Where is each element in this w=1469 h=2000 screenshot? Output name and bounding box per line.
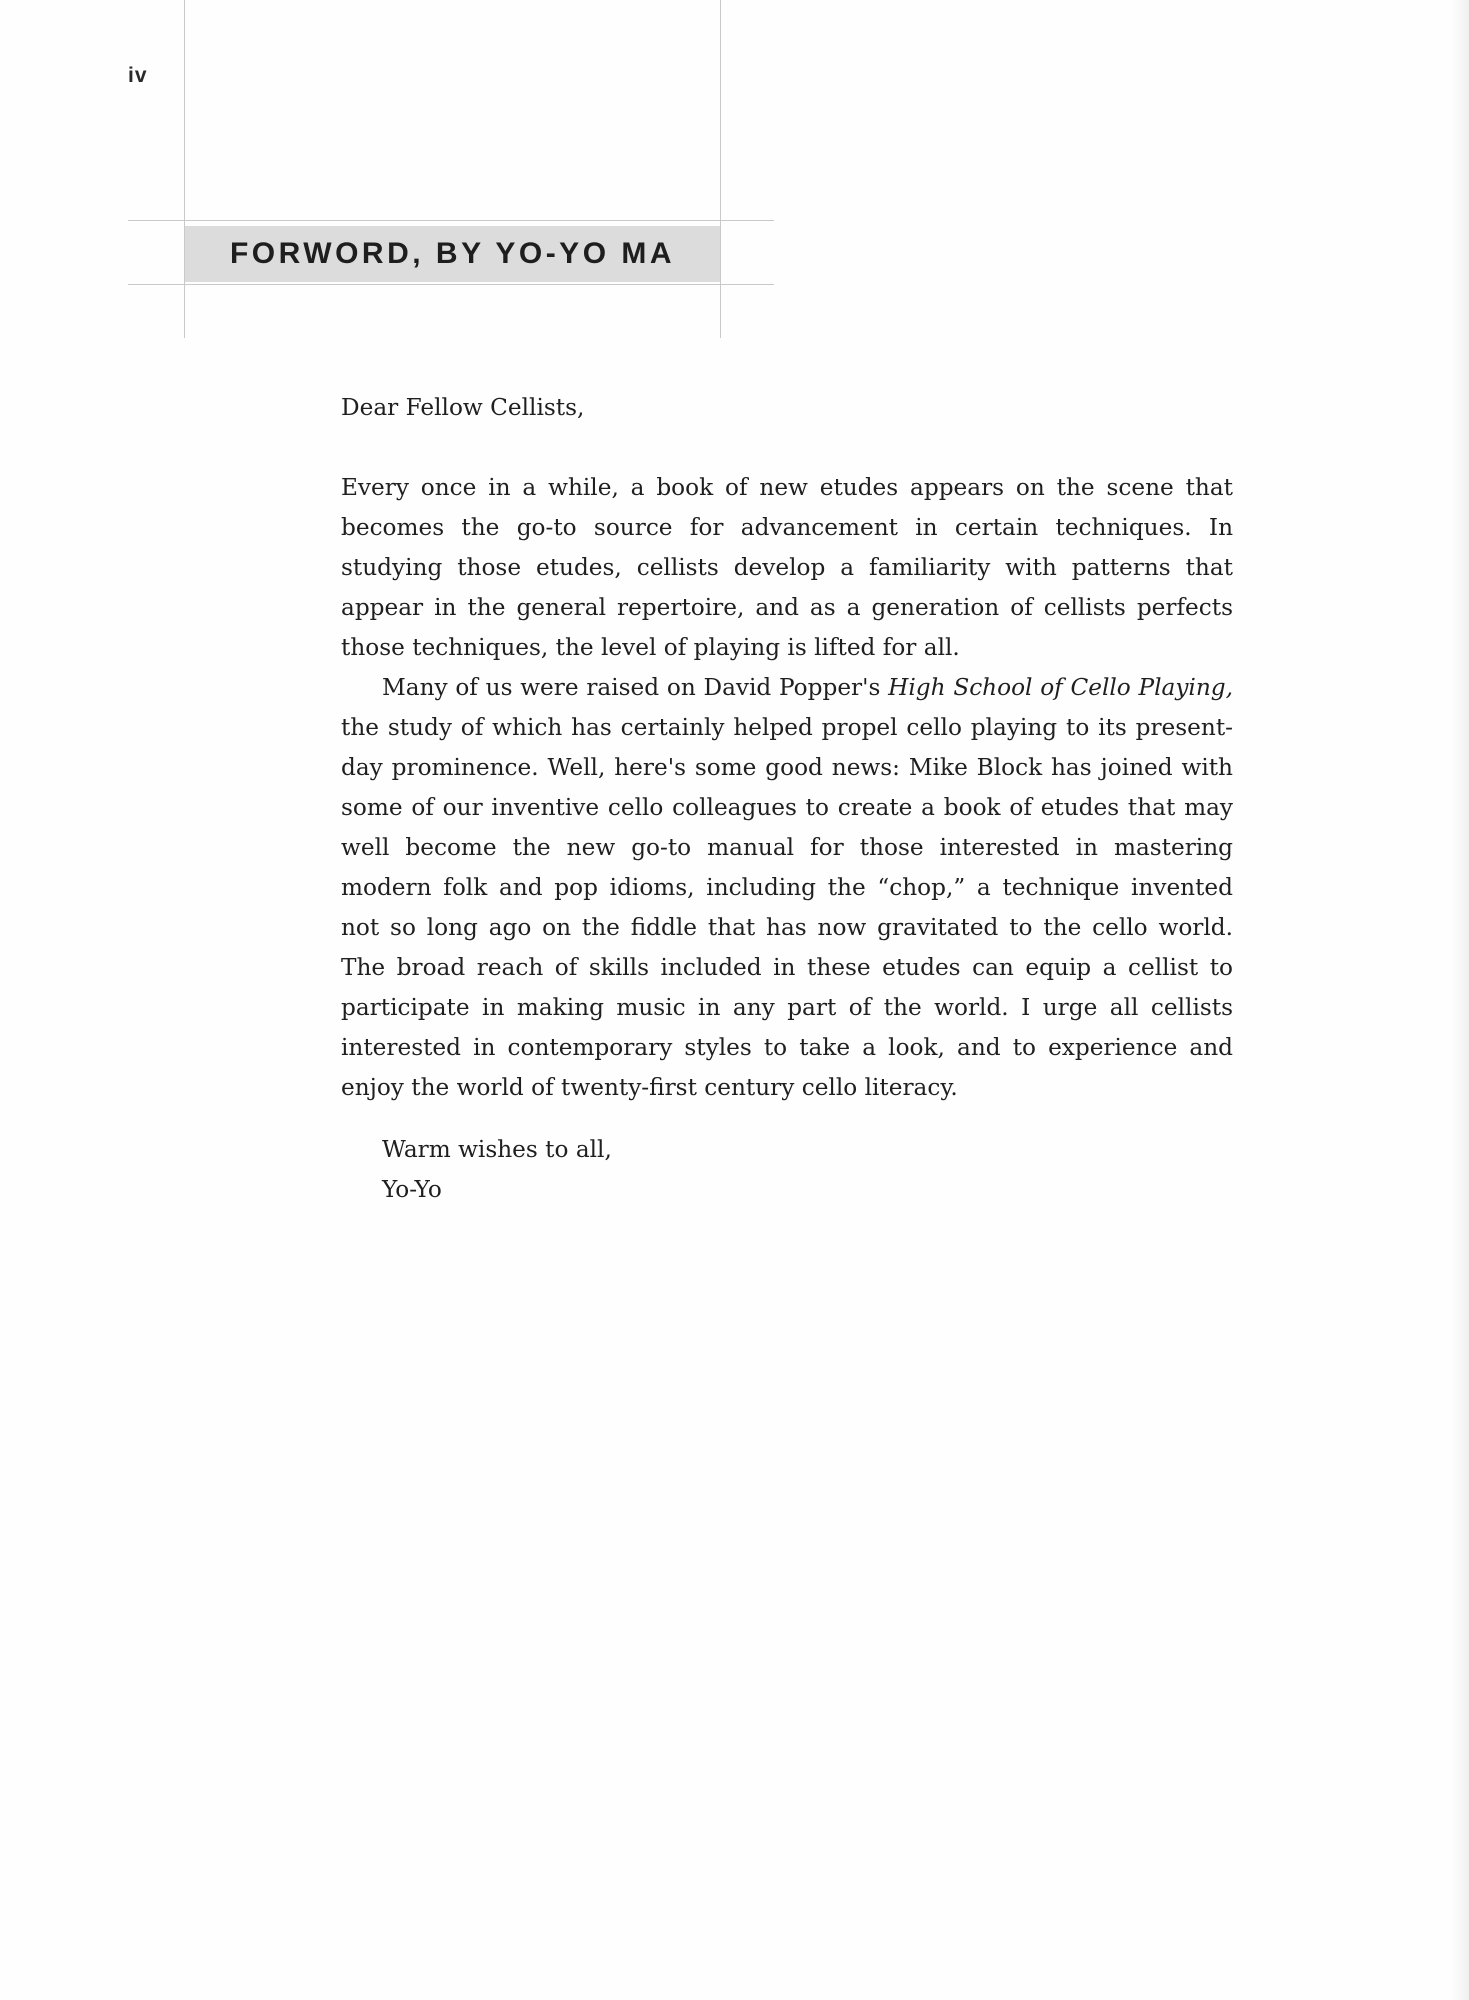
letter-paragraph xyxy=(341,668,1233,1108)
page-edge-shadow xyxy=(1451,0,1469,2000)
guide-line-bottom xyxy=(128,284,774,285)
letter-signature: Yo-Yo xyxy=(382,1176,442,1203)
paragraph-text: the study of which has certainly helped propel cello playing to its present-day prominence. Well, here's some good news: Mike Block has joined with some of our inventive cello colleagues to create a book of etudes that may well become the new go-to manual for those interested in mastering modern folk and pop idioms, including the “chop,” a technique invented not so long ago on the fiddle that has now gravitated to the cello world. The broad reach of skills included in these etudes can equip a cellist to participate in making music in any part of the world. I urge all cellists interested in contemporary styles to take a look, and to experience and enjoy the world of twenty-first century cello literacy. xyxy=(341,714,1233,1101)
guide-line-right xyxy=(720,0,721,338)
letter-paragraph: Every once in a while, a book of new etudes appears on the scene that becomes the go-to source for advancement in certain techniques. In studying those etudes, cellists develop a familiarity with patterns that appear in the general repertoire, and as a generation of cellists perfects those techniques, the level of playing is lifted for all. xyxy=(341,474,1233,661)
section-title-box xyxy=(185,226,720,282)
foreword-letter xyxy=(341,388,1233,1210)
guide-line-top xyxy=(128,220,774,221)
section-title: FORWORD, BY YO-YO MA xyxy=(229,237,676,270)
paragraph-text: Many of us were raised on David Popper's xyxy=(382,674,889,701)
guide-line-left xyxy=(184,0,185,338)
page-number: iv xyxy=(128,64,148,87)
letter-salutation: Dear Fellow Cellists, xyxy=(341,394,585,421)
letter-closing: Warm wishes to all, xyxy=(382,1136,612,1163)
book-title: High School of Cello Playing, xyxy=(888,674,1233,701)
letter-signoff xyxy=(341,1130,1233,1210)
